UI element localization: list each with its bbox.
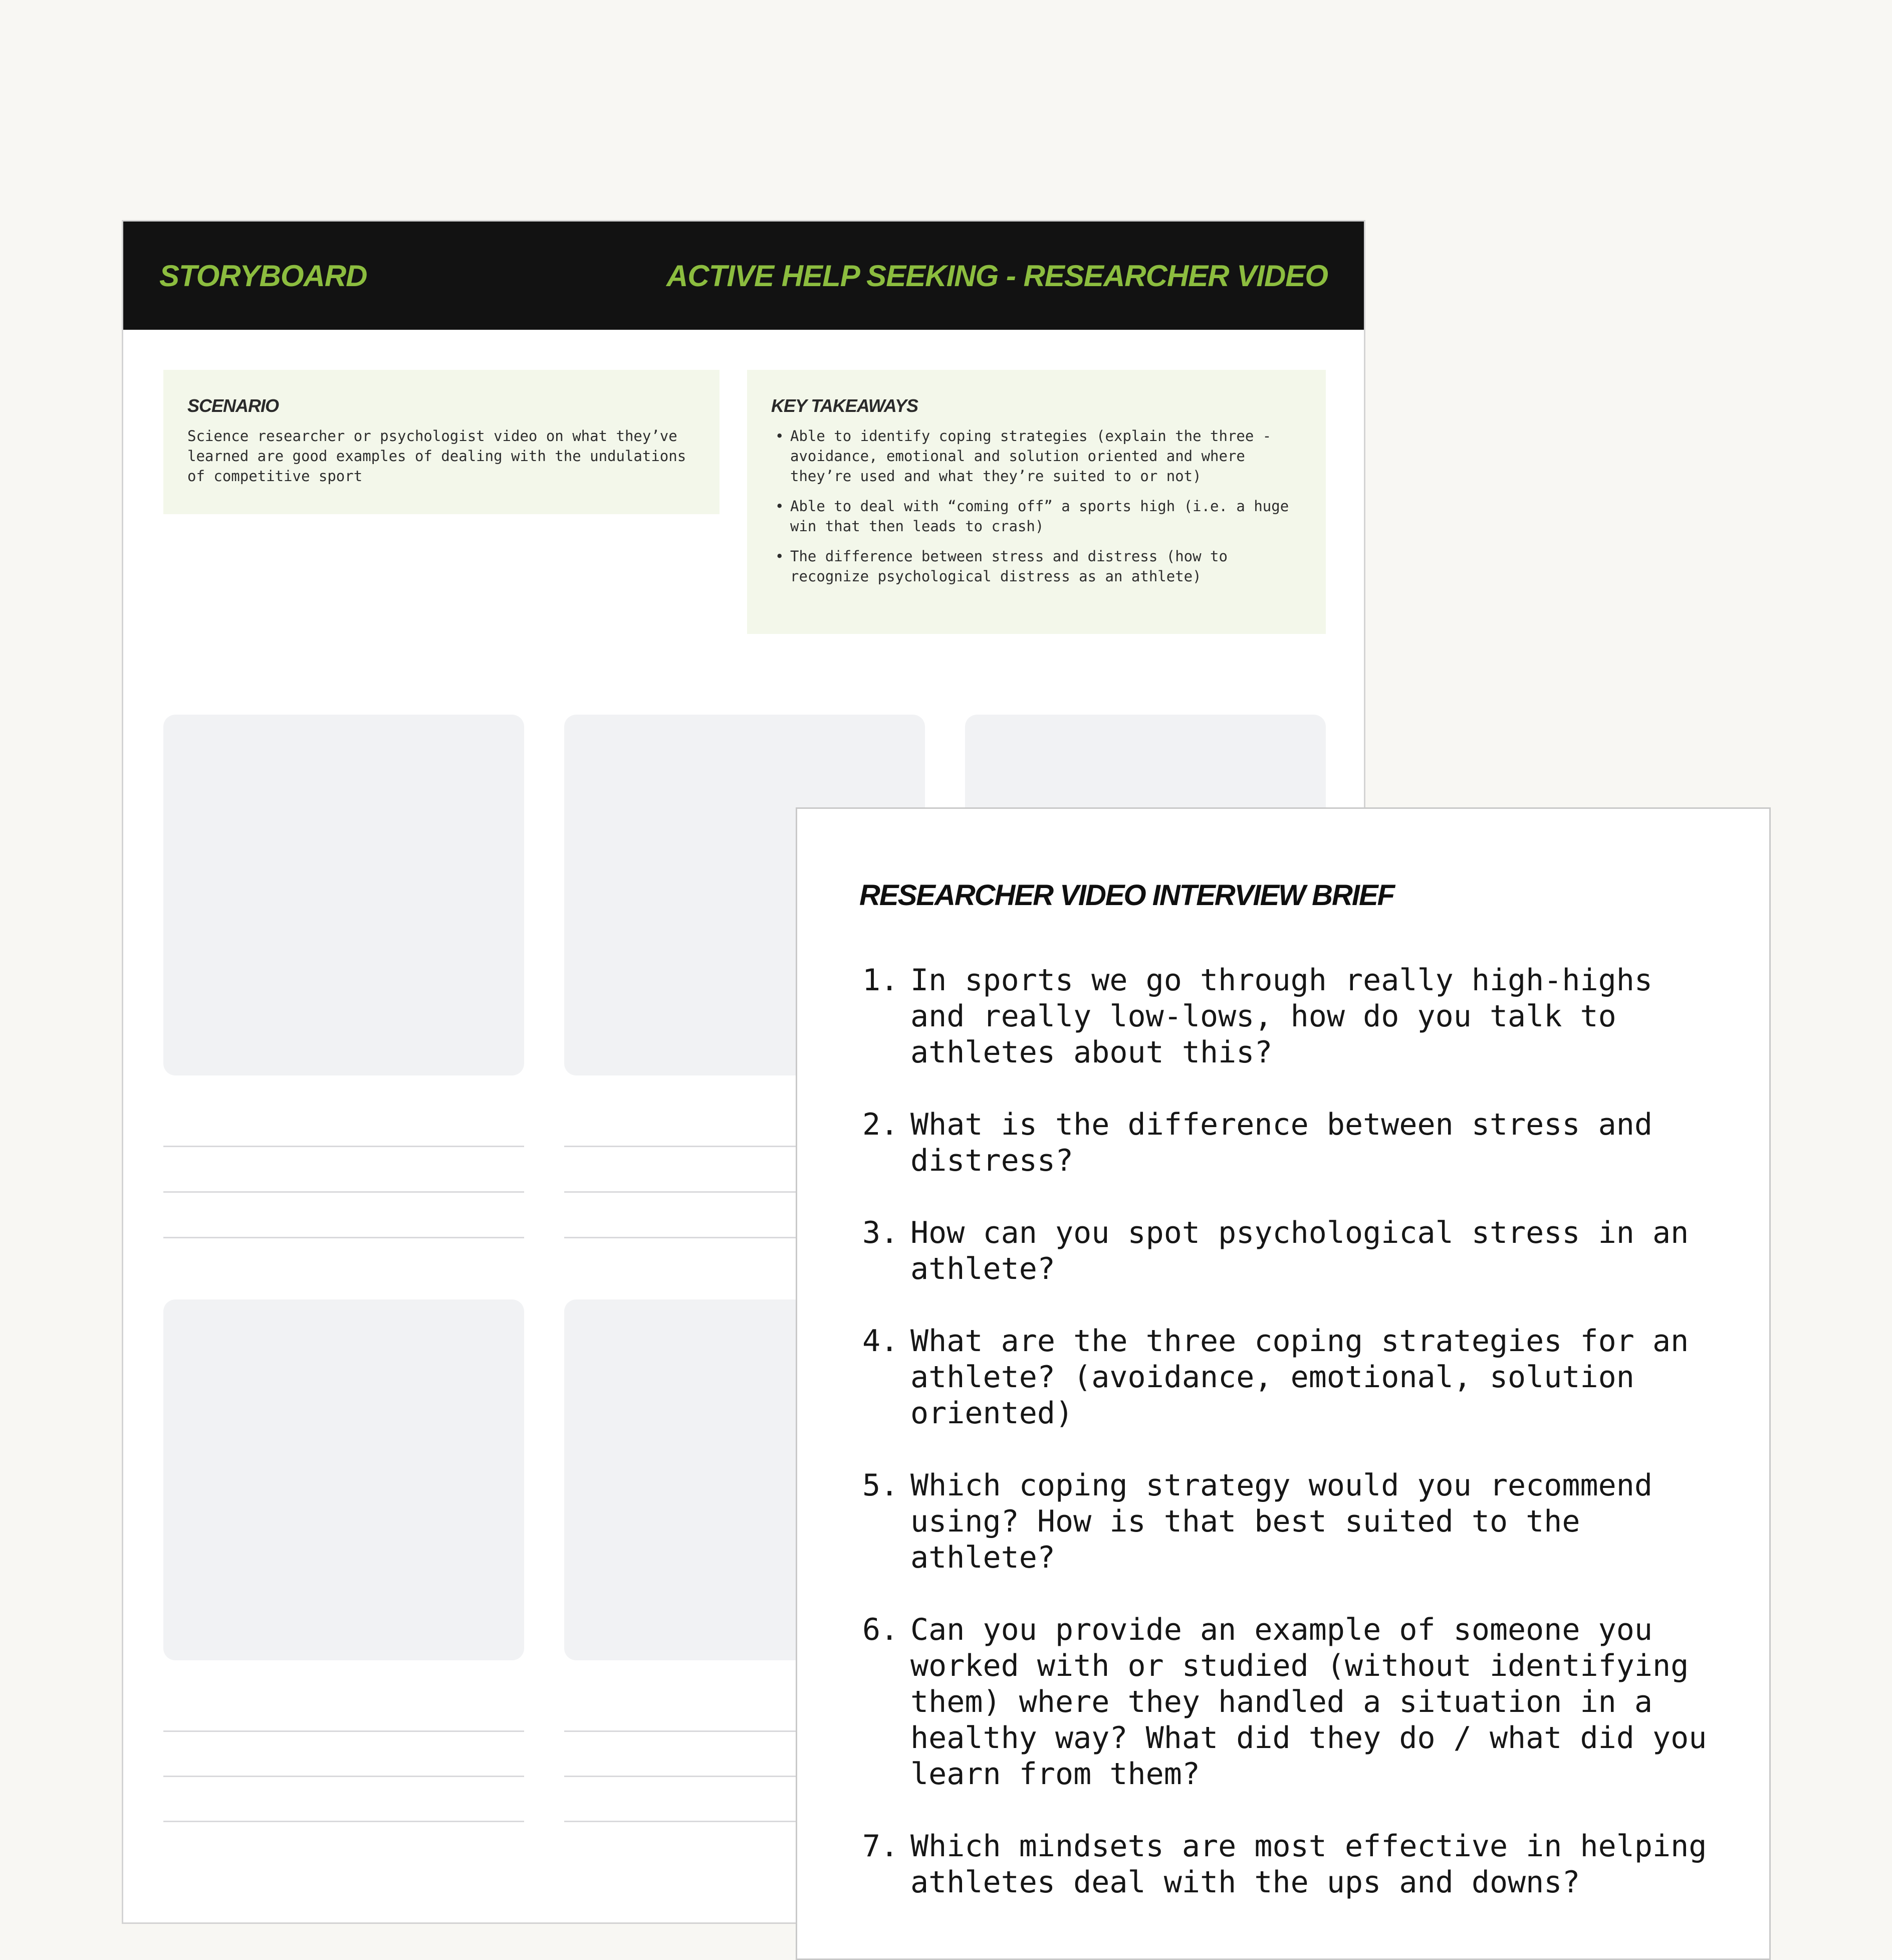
question-item [862, 1323, 1724, 1431]
question-number: 6. [862, 1612, 899, 1647]
takeaway-item [771, 496, 1302, 536]
takeaway-text: Able to deal with “coming off” a sports high (i.e. a huge win that then leads to crash) [790, 498, 1289, 535]
key-takeaways-list [771, 426, 1302, 586]
question-item [862, 1828, 1724, 1900]
question-text: What is the difference between stress and distress? [910, 1107, 1653, 1178]
question-item [862, 1215, 1724, 1287]
takeaway-text: Able to identify coping strategies (explain the three - avoidance, emotional and solution oriented and where they’re used and what they’re suited to or not) [790, 427, 1272, 485]
question-text: Which mindsets are most effective in helping athletes deal with the ups and downs? [910, 1829, 1707, 1900]
bullet-icon: • [775, 548, 784, 565]
question-list [862, 962, 1724, 1936]
storyboard-label: STORYBOARD [159, 259, 367, 293]
question-number: 7. [862, 1829, 899, 1864]
bullet-icon: • [775, 498, 784, 515]
storyboard-frame-4 [163, 1299, 524, 1660]
takeaway-text: The difference between stress and distress (how to recognize psychological distress as an athlete) [790, 548, 1228, 585]
scenario-title: SCENARIO [187, 395, 279, 416]
caption-line [163, 1776, 524, 1777]
storyboard-header [123, 222, 1364, 330]
key-takeaways-box [747, 370, 1326, 634]
question-item [862, 1467, 1724, 1576]
storyboard-title: ACTIVE HELP SEEKING - RESEARCHER VIDEO [666, 259, 1328, 293]
question-number: 5. [862, 1468, 899, 1503]
storyboard-frame-1 [163, 715, 524, 1075]
interview-brief-sheet [796, 807, 1771, 1960]
question-text: Can you provide an example of someone you worked with or studied (without identifying them) where they handled a situation in a healthy way? What did they do / what did you learn from them? [910, 1612, 1707, 1792]
takeaway-item [771, 546, 1302, 586]
question-text: What are the three coping strategies for an athlete? (avoidance, emotional, solution oriented) [910, 1324, 1689, 1431]
scenario-box [163, 370, 720, 514]
scenario-text: Science researcher or psychologist video on what they’ve learned are good examples of dealing with the undulations of competitive sport [187, 427, 686, 485]
caption-line [163, 1730, 524, 1732]
takeaway-item [771, 426, 1302, 486]
caption-line [163, 1237, 524, 1238]
question-text: How can you spot psychological stress in an athlete? [910, 1215, 1689, 1286]
question-text: Which coping strategy would you recommend using? How is that best suited to the athlete? [910, 1468, 1653, 1575]
question-number: 1. [862, 963, 899, 998]
caption-line [163, 1146, 524, 1147]
question-number: 3. [862, 1215, 899, 1250]
caption-line [163, 1821, 524, 1822]
question-item [862, 1107, 1724, 1179]
key-takeaways-title: KEY TAKEAWAYS [771, 395, 918, 416]
caption-line [163, 1191, 524, 1193]
question-text: In sports we go through really high-highs and really low-lows, how do you talk to athletes about this? [910, 963, 1653, 1070]
bullet-icon: • [775, 427, 784, 445]
brief-title: RESEARCHER VIDEO INTERVIEW BRIEF [859, 879, 1394, 912]
question-item [862, 1612, 1724, 1792]
question-number: 4. [862, 1324, 899, 1359]
question-item [862, 962, 1724, 1070]
question-number: 2. [862, 1107, 899, 1142]
